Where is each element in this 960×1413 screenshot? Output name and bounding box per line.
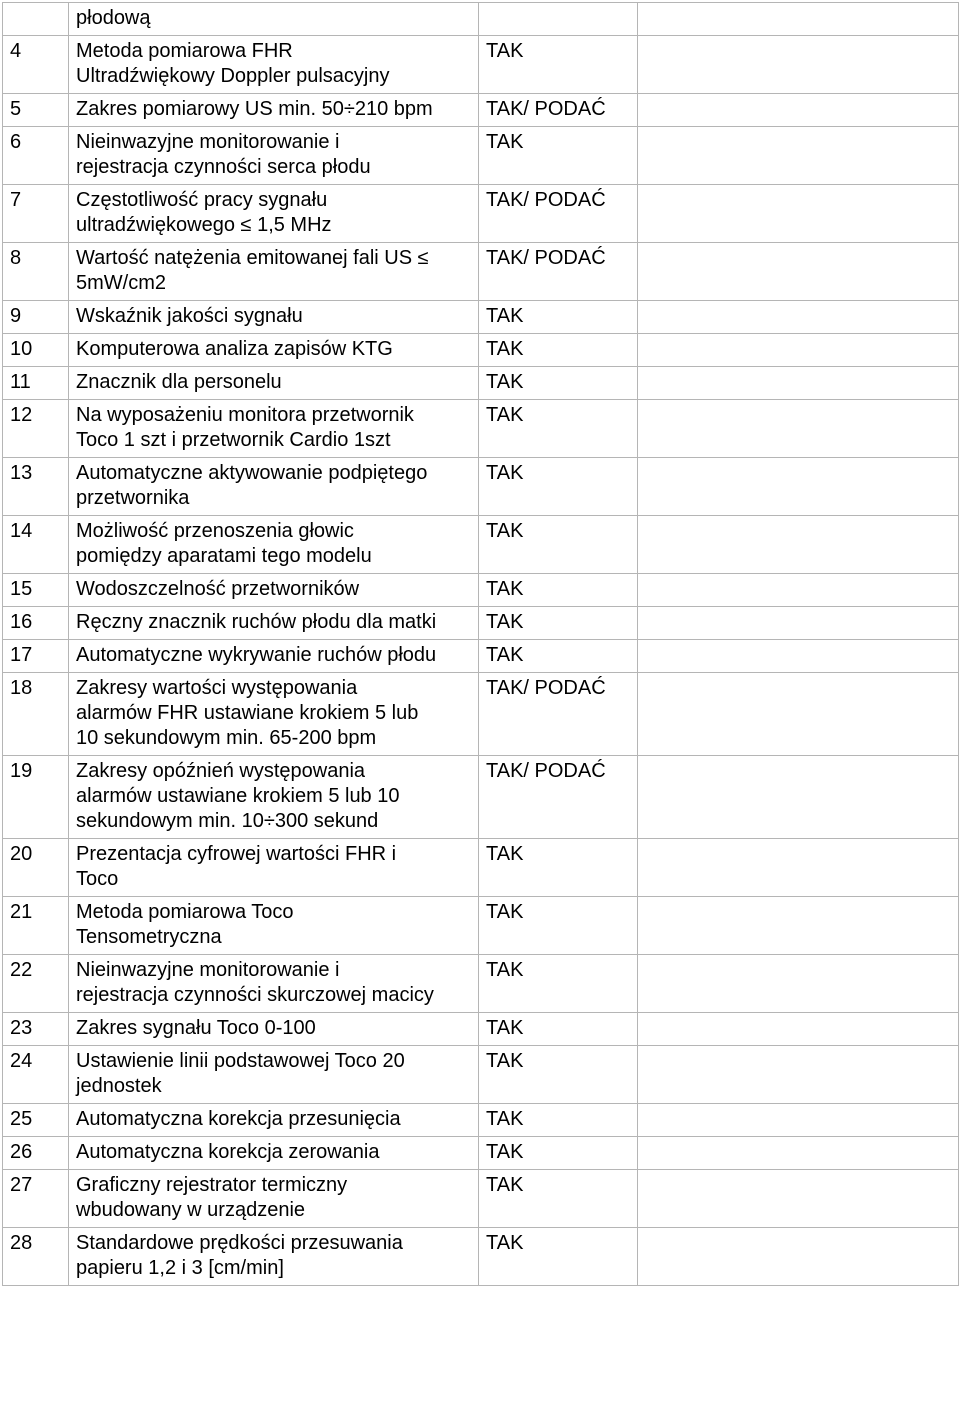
table-row <box>3 673 959 756</box>
required-value-cell: TAK/ PODAĆ <box>479 243 638 301</box>
required-value-cell: TAK <box>479 1170 638 1228</box>
offered-value-cell <box>638 185 959 243</box>
parameter-description-cell: Znacznik dla personelu <box>69 367 479 400</box>
table-row <box>3 127 959 185</box>
offered-value-cell <box>638 955 959 1013</box>
required-value-cell: TAK/ PODAĆ <box>479 185 638 243</box>
row-number-cell: 20 <box>3 839 69 897</box>
table-row <box>3 897 959 955</box>
row-number-cell: 26 <box>3 1137 69 1170</box>
parameter-description-cell: Częstotliwość pracy sygnału ultradźwiękowego ≤ 1,5 MHz <box>69 185 479 243</box>
row-number-cell: 17 <box>3 640 69 673</box>
parameter-description-cell: Wartość natężenia emitowanej fali US ≤ 5mW/cm2 <box>69 243 479 301</box>
offered-value-cell <box>638 301 959 334</box>
row-number-cell: 24 <box>3 1046 69 1104</box>
required-value-cell: TAK <box>479 458 638 516</box>
row-number-cell <box>3 3 69 36</box>
parameter-description-cell: Możliwość przenoszenia głowic pomiędzy aparatami tego modelu <box>69 516 479 574</box>
parameter-description-cell: Standardowe prędkości przesuwania papieru 1,2 i 3 [cm/min] <box>69 1228 479 1286</box>
required-value-cell: TAK/ PODAĆ <box>479 94 638 127</box>
offered-value-cell <box>638 127 959 185</box>
row-number-cell: 13 <box>3 458 69 516</box>
parameter-description-cell: Automatyczna korekcja przesunięcia <box>69 1104 479 1137</box>
required-value-cell: TAK <box>479 516 638 574</box>
table-row <box>3 1170 959 1228</box>
table-row <box>3 334 959 367</box>
offered-value-cell <box>638 367 959 400</box>
offered-value-cell <box>638 334 959 367</box>
required-value-cell: TAK <box>479 839 638 897</box>
offered-value-cell <box>638 243 959 301</box>
parameter-description-cell: Zakres pomiarowy US min. 50÷210 bpm <box>69 94 479 127</box>
parameter-description-cell: Zakresy opóźnień występowania alarmów ustawiane krokiem 5 lub 10 sekundowym min. 10÷300 sekund <box>69 756 479 839</box>
parameter-description-cell: Automatyczne aktywowanie podpiętego przetwornika <box>69 458 479 516</box>
required-value-cell: TAK/ PODAĆ <box>479 673 638 756</box>
table-row <box>3 839 959 897</box>
offered-value-cell <box>638 1137 959 1170</box>
parameter-description-cell: Nieinwazyjne monitorowanie i rejestracja czynności serca płodu <box>69 127 479 185</box>
table-row <box>3 36 959 94</box>
required-value-cell: TAK <box>479 607 638 640</box>
table-row <box>3 1104 959 1137</box>
table-row <box>3 1137 959 1170</box>
parameter-description-cell: Na wyposażeniu monitora przetwornik Toco 1 szt i przetwornik Cardio 1szt <box>69 400 479 458</box>
offered-value-cell <box>638 756 959 839</box>
required-value-cell: TAK <box>479 1104 638 1137</box>
table-row <box>3 243 959 301</box>
parameter-description-cell: Graficzny rejestrator termiczny wbudowany w urządzenie <box>69 1170 479 1228</box>
offered-value-cell <box>638 1046 959 1104</box>
row-number-cell: 18 <box>3 673 69 756</box>
table-row <box>3 1046 959 1104</box>
parameter-description-cell: Ustawienie linii podstawowej Toco 20 jednostek <box>69 1046 479 1104</box>
required-value-cell: TAK <box>479 1228 638 1286</box>
required-value-cell: TAK <box>479 36 638 94</box>
offered-value-cell <box>638 1170 959 1228</box>
table-row <box>3 301 959 334</box>
table-row <box>3 607 959 640</box>
offered-value-cell <box>638 839 959 897</box>
offered-value-cell <box>638 607 959 640</box>
table-row <box>3 756 959 839</box>
offered-value-cell <box>638 36 959 94</box>
required-value-cell: TAK <box>479 897 638 955</box>
required-value-cell: TAK <box>479 1046 638 1104</box>
parameter-description-cell: Ręczny znacznik ruchów płodu dla matki <box>69 607 479 640</box>
offered-value-cell <box>638 516 959 574</box>
table-row <box>3 574 959 607</box>
parameter-description-cell: płodową <box>69 3 479 36</box>
offered-value-cell <box>638 1013 959 1046</box>
parameter-description-cell: Metoda pomiarowa FHR Ultradźwiękowy Doppler pulsacyjny <box>69 36 479 94</box>
offered-value-cell <box>638 3 959 36</box>
table-row <box>3 3 959 36</box>
offered-value-cell <box>638 1104 959 1137</box>
table-row <box>3 1228 959 1286</box>
row-number-cell: 8 <box>3 243 69 301</box>
table-row <box>3 400 959 458</box>
row-number-cell: 28 <box>3 1228 69 1286</box>
parameter-description-cell: Wodoszczelność przetworników <box>69 574 479 607</box>
specification-table-body <box>3 3 959 1286</box>
required-value-cell: TAK <box>479 640 638 673</box>
table-row <box>3 516 959 574</box>
offered-value-cell <box>638 1228 959 1286</box>
required-value-cell: TAK <box>479 400 638 458</box>
table-row <box>3 367 959 400</box>
offered-value-cell <box>638 897 959 955</box>
row-number-cell: 9 <box>3 301 69 334</box>
required-value-cell: TAK <box>479 955 638 1013</box>
row-number-cell: 4 <box>3 36 69 94</box>
offered-value-cell <box>638 640 959 673</box>
required-value-cell <box>479 3 638 36</box>
table-row <box>3 458 959 516</box>
offered-value-cell <box>638 400 959 458</box>
row-number-cell: 14 <box>3 516 69 574</box>
offered-value-cell <box>638 673 959 756</box>
offered-value-cell <box>638 574 959 607</box>
parameter-description-cell: Automatyczna korekcja zerowania <box>69 1137 479 1170</box>
row-number-cell: 16 <box>3 607 69 640</box>
row-number-cell: 10 <box>3 334 69 367</box>
row-number-cell: 6 <box>3 127 69 185</box>
row-number-cell: 7 <box>3 185 69 243</box>
row-number-cell: 27 <box>3 1170 69 1228</box>
row-number-cell: 5 <box>3 94 69 127</box>
row-number-cell: 21 <box>3 897 69 955</box>
required-value-cell: TAK <box>479 1013 638 1046</box>
required-value-cell: TAK <box>479 301 638 334</box>
table-row <box>3 1013 959 1046</box>
row-number-cell: 22 <box>3 955 69 1013</box>
specification-table <box>2 2 959 1286</box>
parameter-description-cell: Wskaźnik jakości sygnału <box>69 301 479 334</box>
row-number-cell: 23 <box>3 1013 69 1046</box>
parameter-description-cell: Zakres sygnału Toco 0-100 <box>69 1013 479 1046</box>
parameter-description-cell: Automatyczne wykrywanie ruchów płodu <box>69 640 479 673</box>
table-row <box>3 955 959 1013</box>
row-number-cell: 19 <box>3 756 69 839</box>
parameter-description-cell: Metoda pomiarowa Toco Tensometryczna <box>69 897 479 955</box>
required-value-cell: TAK <box>479 127 638 185</box>
table-row <box>3 640 959 673</box>
table-row <box>3 94 959 127</box>
required-value-cell: TAK <box>479 1137 638 1170</box>
table-row <box>3 185 959 243</box>
row-number-cell: 11 <box>3 367 69 400</box>
parameter-description-cell: Prezentacja cyfrowej wartości FHR i Toco <box>69 839 479 897</box>
parameter-description-cell: Zakresy wartości występowania alarmów FHR ustawiane krokiem 5 lub 10 sekundowym min. 65-200 bpm <box>69 673 479 756</box>
row-number-cell: 12 <box>3 400 69 458</box>
required-value-cell: TAK <box>479 334 638 367</box>
required-value-cell: TAK/ PODAĆ <box>479 756 638 839</box>
parameter-description-cell: Nieinwazyjne monitorowanie i rejestracja czynności skurczowej macicy <box>69 955 479 1013</box>
offered-value-cell <box>638 458 959 516</box>
row-number-cell: 25 <box>3 1104 69 1137</box>
parameter-description-cell: Komputerowa analiza zapisów KTG <box>69 334 479 367</box>
row-number-cell: 15 <box>3 574 69 607</box>
required-value-cell: TAK <box>479 574 638 607</box>
required-value-cell: TAK <box>479 367 638 400</box>
offered-value-cell <box>638 94 959 127</box>
